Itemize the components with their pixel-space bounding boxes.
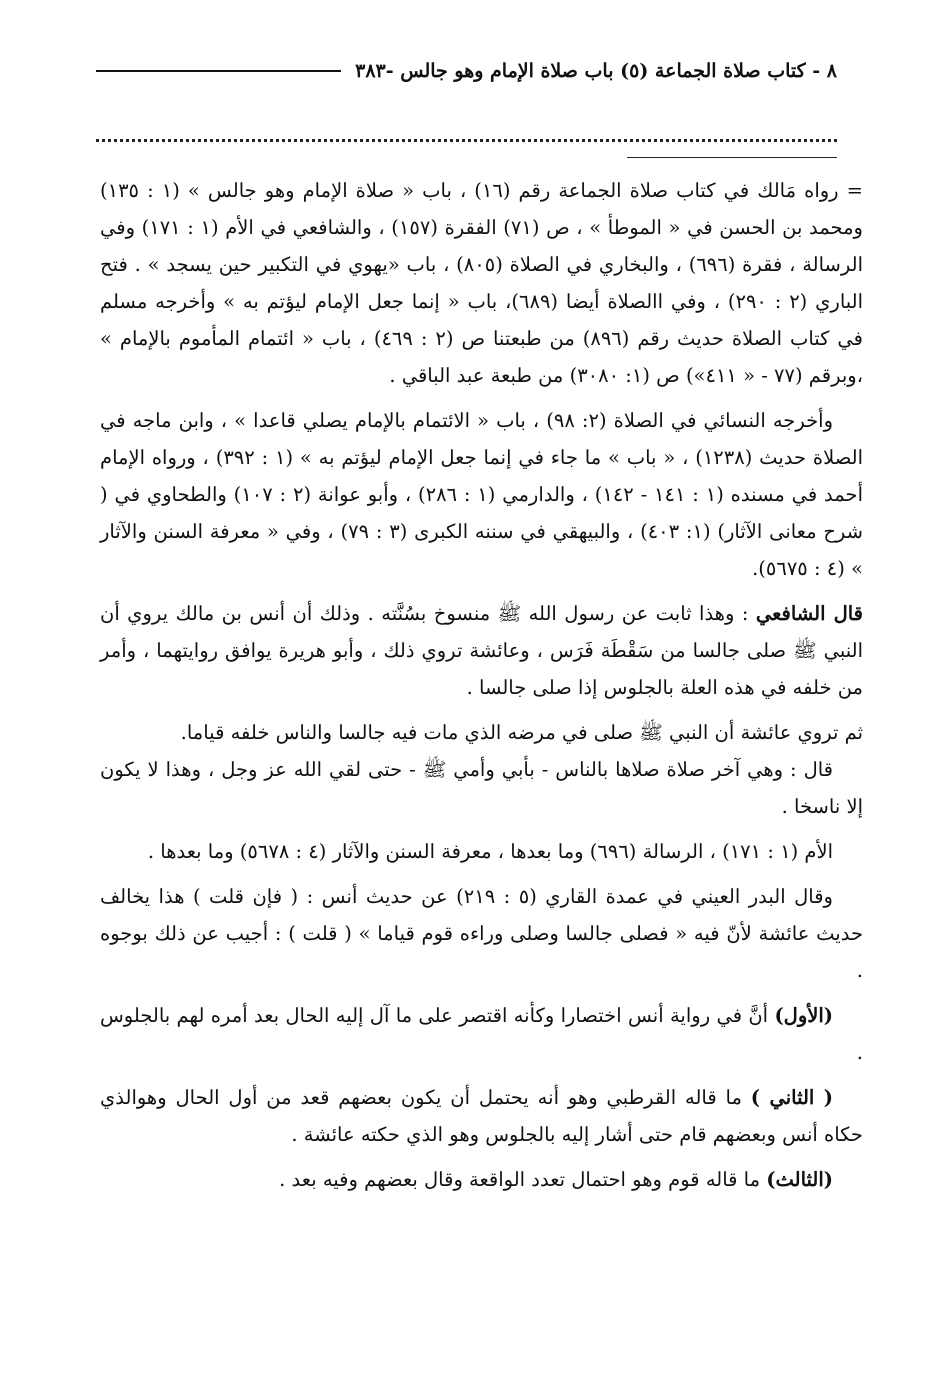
footnote-rule (627, 157, 837, 158)
paragraph-text: : وهذا ثابت عن رسول الله ﷺ منسوخ بسُنَّته . وذلك أن أنس بن مالك يروي أن النبي ﷺ صلى جالسا من سَقْطَة فَرَس ، وعائشة تروي ذلك ، وأبو هريرة يوافق روايتهما ، وأمر من خلفه في هذه العلة بالجلوس إذا صلى جالسا . (100, 602, 863, 699)
paragraph-text: ثم تروي عائشة أن النبي ﷺ صلى في مرضه الذي مات فيه جالسا والناس خلفه قياما. (180, 721, 863, 744)
dotted-separator (96, 139, 837, 142)
header-title: ٨ - كتاب صلاة الجماعة (٥) باب صلاة الإمام وهو جالس -٣٨٣ (355, 60, 837, 82)
paragraph-lead: (الثالث) (766, 1168, 833, 1191)
paragraph-lead: ( الثاني ) (750, 1086, 834, 1109)
paragraph-text: ما قاله قوم وهو احتمال تعدد الواقعة وقال بعضهم وفيه بعد . (279, 1168, 761, 1191)
paragraph-lead: قال الشافعي (755, 602, 863, 625)
header-rule (96, 70, 341, 72)
paragraph-text: ما قاله القرطبي وهو أنه يحتمل أن يكون بعضهم قعد من أول الحال وهوالذي حكاه أنس وبعضهم قام حتى أشار إليه بالجلوس وهو الذي حكته عائشة . (100, 1086, 863, 1146)
paragraph-text: قال : وهي آخر صلاة صلاها بالناس - بأبي وأمي ﷺ - حتى لقي الله عز وجل ، وهذا لا يكون إلا ناسخا . (100, 758, 863, 818)
paragraph-text: وقال البدر العيني في عمدة القاري (٥ : ٢١٩) عن حديث أنس : ( فإن قلت ) هذا يخالف حديث عائشة لأنّ فيه « فصلى جالسا وصلى وراءه قوم قياما » ( قلت ) : أجيب عن ذلك بوجوه . (100, 885, 863, 982)
paragraph-text: أنَّ في رواية أنس اختصارا وكأنه اقتصر على ما آل إليه الحال بعد أمره لهم بالجلوس . (100, 1004, 863, 1064)
paragraph-text: = رواه مَالك في كتاب صلاة الجماعة رقم (١٦) ، باب « صلاة الإمام وهو جالس » (١ : ١٣٥) ومحمد بن الحسن في « الموطأ » ، ص (٧١) الفقرة (١٥٧) ، والشافعي في الأم (١ : ١٧١) وفي الرسالة ، فقرة (٦٩٦) ، والبخاري في الصلاة (٨٠٥) ، باب «يهوي في التكبير حين يسجد » . فتح الباري (٢ : ٢٩٠) ، وفي االصلاة أيضا (٦٨٩)، باب « إنما جعل الإمام ليؤتم به » وأخرجه مسلم في كتاب الصلاة حديث رقم (٨٩٦) من طبعتنا ص (٢ : ٤٦٩) ، باب « ائتمام المأموم بالإمام » ،وبرقم (٧٧ - « ٤١١») ص (١: ٣٠٨٠) من طبعة عبد الباقي . (100, 179, 864, 387)
running-header (96, 60, 837, 82)
paragraph-3 (100, 595, 863, 706)
paragraph-4 (100, 714, 863, 751)
paragraph-7 (100, 878, 863, 989)
page-body (100, 172, 863, 1334)
paragraph-2 (100, 402, 863, 587)
paragraph-10 (100, 1161, 863, 1198)
paragraph-text: الأم (١ : ١٧١) ، الرسالة (٦٩٦) وما بعدها ، معرفة السنن والآثار (٤ : ٥٦٧٨) وما بعدها . (147, 840, 833, 863)
paragraph-8 (100, 997, 863, 1071)
paragraph-text: وأخرجه النسائي في الصلاة (٢: ٩٨) ، باب « الائتمام بالإمام يصلي قاعدا » ، وابن ماجه في الصلاة حديث (١٢٣٨) ، « باب » ما جاء في إنما جعل الإمام ليؤتم به » (١ : ٣٩٢) ، ورواه الإمام أحمد في مسنده (١ : ١٤١ - ١٤٢) ، والدارمي (١ : ٢٨٦) ، وأبو عوانة (٢ : ١٠٧) والطحاوي في ( شرح معانى الآثار) (١: ٤٠٣) ، والبيهقي في سننه الكبرى (٣ : ٧٩) ، وفي « معرفة السنن والآثار » (٤ : ٥٦٧٥). (100, 409, 864, 580)
paragraph-lead: (الأول) (774, 1004, 834, 1027)
paragraph-9 (100, 1079, 863, 1153)
paragraph-1 (100, 172, 863, 394)
paragraph-6 (100, 833, 863, 870)
paragraph-5 (100, 751, 863, 825)
